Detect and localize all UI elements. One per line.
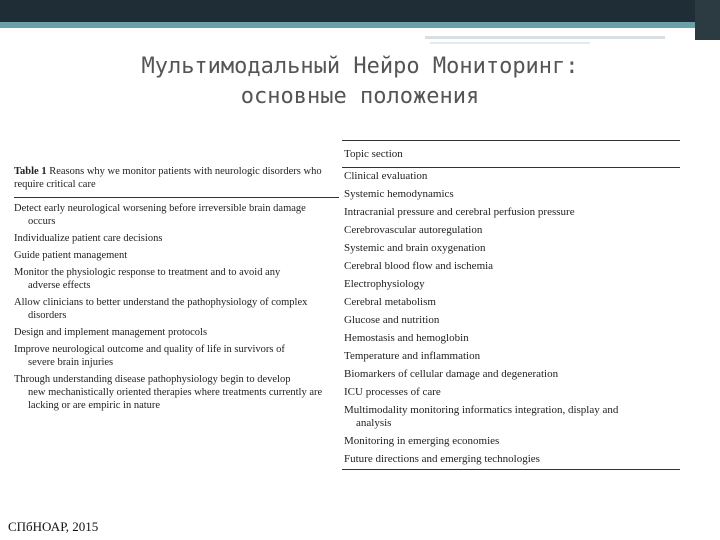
reason-row-text: Detect early neurological worsening before irreversible brain damage	[14, 203, 306, 214]
topic-row-text: Systemic hemodynamics	[344, 188, 454, 200]
topic-row	[342, 276, 680, 294]
topic-row-text: Future directions and emerging technologies	[344, 453, 540, 465]
topic-row	[342, 258, 680, 276]
topic-row-text: Systemic and brain oxygenation	[344, 242, 486, 254]
reasons-list	[14, 202, 339, 412]
header-stripe	[0, 22, 720, 28]
topic-row	[342, 402, 680, 433]
reason-row	[14, 266, 339, 292]
topic-row	[342, 294, 680, 312]
slide-title-line1: Мультимодальный Нейро Мониторинг:	[141, 54, 579, 79]
slide-title-line2: основные положения	[240, 84, 480, 109]
reason-row	[14, 326, 339, 339]
topic-row	[342, 240, 680, 258]
topic-row-text: Hemostasis and hemoglobin	[344, 332, 469, 344]
topics-header: Topic section	[344, 148, 403, 160]
topic-row	[342, 433, 680, 451]
topic-row	[342, 366, 680, 384]
header-bar	[0, 0, 720, 22]
reason-row-text: Design and implement management protocols	[14, 327, 208, 338]
reason-row-continuation: adverse effects	[28, 280, 91, 291]
topics-list	[342, 168, 680, 469]
topic-row-text: Multimodality monitoring informatics integration, display and	[344, 404, 619, 416]
topic-row-text: Electrophysiology	[344, 278, 425, 290]
topic-row-text: Clinical evaluation	[344, 170, 428, 182]
topic-row	[342, 312, 680, 330]
topic-row-text: Glucose and nutrition	[344, 314, 440, 326]
reason-row-continuation: severe brain injuries	[28, 357, 114, 368]
topic-row-text: Cerebral blood flow and ischemia	[344, 260, 494, 272]
table-caption-text: Reasons why we monitor patients with neurologic disorders who require critical care	[14, 166, 322, 190]
reason-row-text: Monitor the physiologic response to treatment and to avoid any	[14, 267, 281, 278]
topic-row-text: Cerebrovascular autoregulation	[344, 224, 483, 236]
reason-row-text: Through understanding disease pathophysiology begin to develop	[14, 374, 291, 385]
header-corner-block	[695, 0, 720, 40]
table-rule	[14, 197, 339, 198]
reason-row	[14, 373, 339, 412]
topic-row	[342, 204, 680, 222]
reason-row-text: Improve neurological outcome and quality of life in survivors of	[14, 344, 285, 355]
reason-row-continuation: new mechanistically oriented therapies where treatments currently are lacking or are empiric in nature	[28, 387, 323, 411]
table-caption	[14, 165, 339, 191]
header-accent-line	[425, 36, 665, 39]
reason-row	[14, 232, 339, 245]
topic-row-text: Intracranial pressure and cerebral perfusion pressure	[344, 206, 575, 218]
topic-row-text: ICU processes of care	[344, 386, 441, 398]
header-accent-line-secondary	[430, 42, 590, 44]
reasons-table	[14, 165, 339, 416]
topic-row-text: Temperature and inflammation	[344, 350, 481, 362]
footer-credit: СПбНОАР, 2015	[8, 519, 99, 534]
topic-row	[342, 330, 680, 348]
reason-row-text: Allow clinicians to better understand the pathophysiology of complex	[14, 297, 308, 308]
slide-title	[60, 52, 660, 112]
reason-row-continuation: occurs	[28, 216, 56, 227]
reason-row	[14, 296, 339, 322]
table-bottom-rule	[342, 469, 680, 470]
reason-row	[14, 249, 339, 262]
reason-row-continuation: disorders	[28, 310, 67, 321]
topics-table	[342, 140, 680, 470]
topic-row	[342, 168, 680, 186]
topic-row	[342, 348, 680, 366]
reason-row-text: Individualize patient care decisions	[14, 233, 163, 244]
topic-row	[342, 451, 680, 469]
topic-row	[342, 186, 680, 204]
topic-row-text: Cerebral metabolism	[344, 296, 436, 308]
reason-row	[14, 343, 339, 369]
topic-row-continuation: analysis	[356, 417, 392, 429]
topic-row	[342, 222, 680, 240]
reason-row-text: Guide patient management	[14, 250, 128, 261]
table-caption-label: Table 1	[14, 166, 47, 177]
topic-row-text: Biomarkers of cellular damage and degeneration	[344, 368, 559, 380]
topic-row-text: Monitoring in emerging economies	[344, 435, 500, 447]
reason-row	[14, 202, 339, 228]
topic-row	[342, 384, 680, 402]
